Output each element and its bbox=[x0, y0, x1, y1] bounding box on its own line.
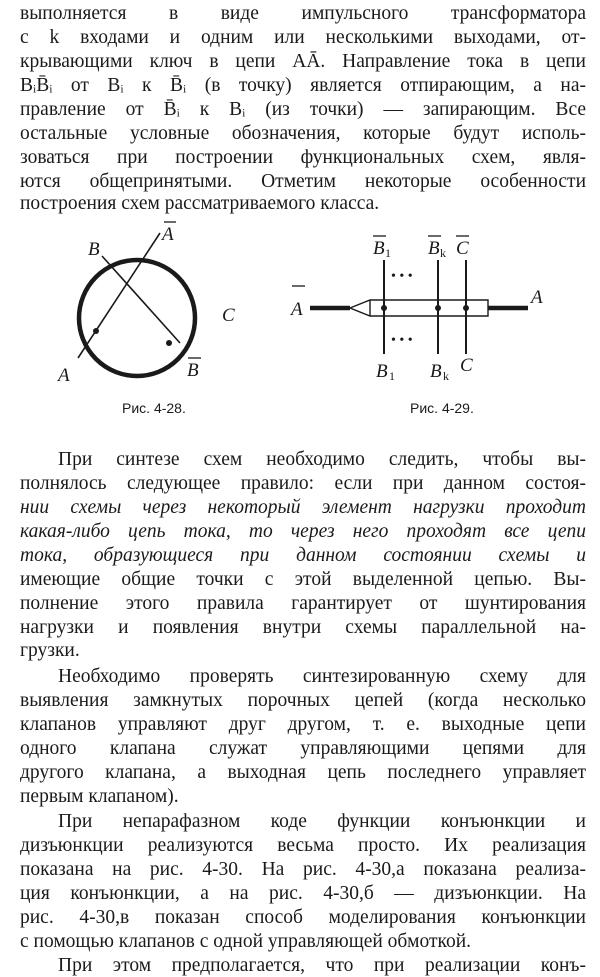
text-line: При непарафазном коде функции конъюнкции и bbox=[58, 811, 586, 832]
label-b1: B bbox=[376, 361, 388, 382]
text-line: другого клапана, а выходная цепь последнего управляет bbox=[20, 762, 586, 783]
text-line: выполняется в виде импульсного трансформатора bbox=[20, 3, 586, 24]
label-b-bar: B bbox=[187, 360, 199, 381]
figure-4-28 bbox=[40, 218, 270, 393]
text-line: какая-либо цепь тока, то через него проходят все цепи bbox=[20, 521, 586, 542]
text-line: первым клапаном). bbox=[20, 786, 179, 807]
label-c: C bbox=[222, 305, 235, 326]
label-bk-bar: B bbox=[428, 238, 440, 259]
label-a-bar: A bbox=[291, 299, 303, 320]
label-a-bar: A bbox=[162, 224, 174, 245]
text-line: правление от B̄ᵢ к Bᵢ (из точки) — запирающим. Все bbox=[20, 99, 586, 120]
text-line: дизъюнкции реализуются весьма просто. Их реализация bbox=[20, 835, 586, 856]
text-line: тока, образующиеся при данном состоянии схемы и bbox=[20, 545, 586, 566]
text-line: BᵢB̄ᵢ от Bᵢ к B̄ᵢ (в точку) является отпирающим, а на- bbox=[20, 75, 586, 96]
valve-circle bbox=[79, 260, 195, 376]
label-a: A bbox=[58, 365, 70, 386]
svg-text:1: 1 bbox=[385, 246, 391, 260]
dots-bottom: • • • bbox=[391, 333, 413, 348]
text-line: ция конъюнкции, а на рис. 4-30,б — дизъюнкции. На bbox=[20, 883, 586, 904]
svg-text:k: k bbox=[440, 246, 446, 260]
text-line: с k входами и одним или несколькими выходами, от- bbox=[20, 27, 586, 48]
text-line: имеющие общие точки с этой выделенной цепью. Вы- bbox=[20, 569, 586, 590]
dots-top: • • • bbox=[391, 269, 413, 284]
text-line: нагрузки и появления внутри схемы параллельной на- bbox=[20, 617, 586, 638]
text-line: Необходимо проверять синтезированную схему для bbox=[58, 666, 586, 687]
text-line: зоваться при построении функциональных схем, явля- bbox=[20, 147, 586, 168]
text-line: крывающими ключ в цепи AĀ. Направление тока в цепи bbox=[20, 51, 586, 72]
label-bk: B bbox=[430, 361, 442, 382]
svg-text:1: 1 bbox=[389, 369, 395, 383]
dot-marker bbox=[93, 328, 99, 334]
text-line: с помощью клапанов с одной управляющей обмоткой. bbox=[20, 931, 472, 952]
text-line: грузки. bbox=[20, 640, 80, 661]
text-line: остальные условные обозначения, которые будут исполь- bbox=[20, 123, 586, 144]
text-line: рис. 4-30,в показан способ моделирования конъюнкции bbox=[20, 907, 586, 928]
text-line: ются общепринятыми. Отметим некоторые особенности bbox=[20, 171, 586, 192]
text-line: построения схем рассматриваемого класса. bbox=[20, 193, 380, 214]
text-line: полнение этого правила гарантирует от шунтирования bbox=[20, 593, 586, 614]
text-line: нии схемы через некоторый элемент нагрузки проходит bbox=[20, 497, 586, 518]
figure-caption-4-29: Рис. 4-29. bbox=[410, 400, 474, 416]
text-line: При этом предполагается, что при реализации конъ- bbox=[58, 955, 586, 976]
dot-marker bbox=[166, 340, 172, 346]
text-line: выявления замкнутых порочных цепей (когда несколько bbox=[20, 690, 586, 711]
label-a: A bbox=[531, 287, 543, 308]
figure-caption-4-28: Рис. 4-28. bbox=[122, 400, 186, 416]
svg-text:k: k bbox=[443, 369, 449, 383]
text-line: показана на рис. 4-30. На рис. 4-30,а показана реализа- bbox=[20, 859, 586, 880]
text-line: клапанов управляют друг другом, т. е. выходные цепи bbox=[20, 714, 586, 735]
label-b: B bbox=[88, 239, 100, 260]
text-line: одного клапана служат управляющими цепями для bbox=[20, 738, 586, 759]
label-b1-bar: B bbox=[373, 238, 385, 259]
text-line: При синтезе схем необходимо следить, чтобы вы- bbox=[58, 449, 586, 470]
label-c: C bbox=[460, 355, 473, 376]
text-line: полнялось следующее правило: если при данном состоя- bbox=[20, 473, 586, 494]
label-c-bar: C bbox=[456, 238, 469, 259]
figure-4-29 bbox=[288, 232, 550, 387]
